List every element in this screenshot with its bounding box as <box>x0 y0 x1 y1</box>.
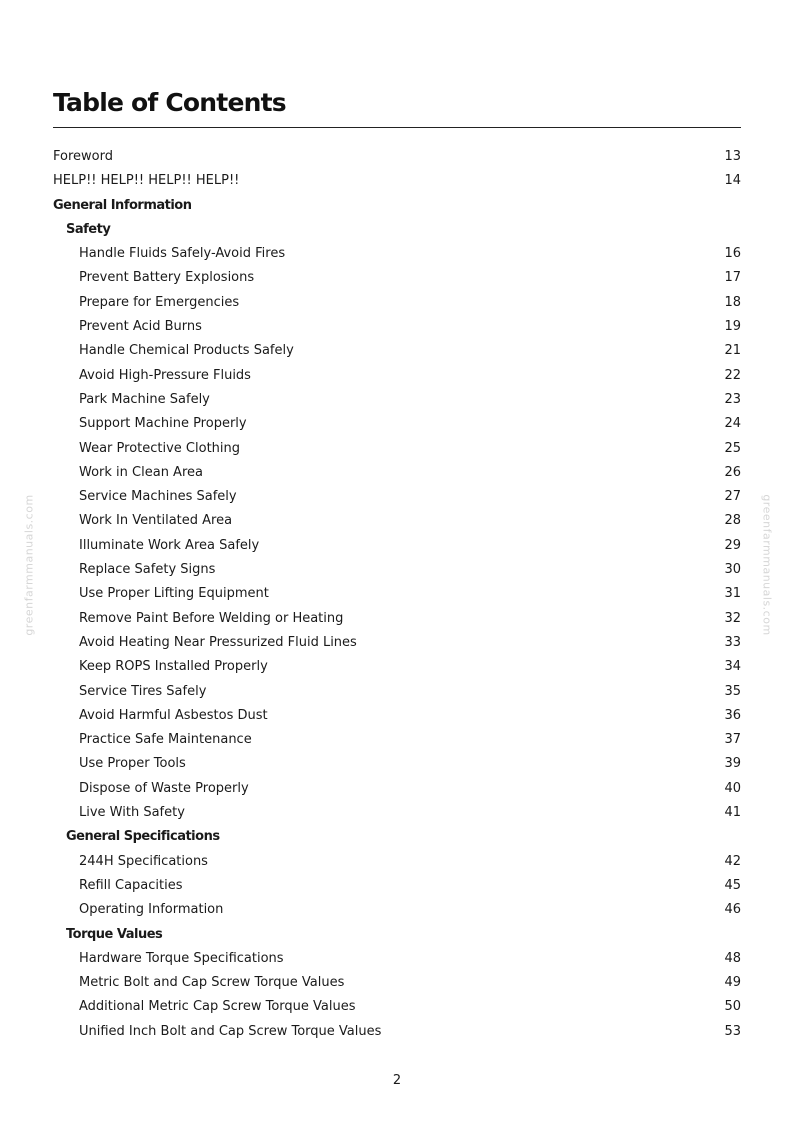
toc-page-number: 40 <box>724 780 741 796</box>
toc-entry-title: Replace Safety Signs <box>79 562 216 578</box>
toc-section-heading <box>53 825 741 849</box>
toc-page-number: 34 <box>724 659 741 675</box>
toc-entry-title: Additional Metric Cap Screw Torque Values <box>79 999 356 1015</box>
page-title: Table of Contents <box>53 88 286 117</box>
toc-page-number: 18 <box>724 294 741 310</box>
toc-entry-title: Dispose of Waste Properly <box>79 780 249 796</box>
toc-entry[interactable] <box>53 461 741 485</box>
toc-page-number: 37 <box>724 732 741 748</box>
toc-entry-title: Live With Safety <box>79 805 185 821</box>
toc-entry[interactable] <box>53 655 741 679</box>
toc-entry[interactable] <box>53 874 741 898</box>
toc-entry-title: Handle Fluids Safely-Avoid Fires <box>79 246 286 262</box>
toc-entry[interactable] <box>53 971 741 995</box>
toc-entry[interactable] <box>53 364 741 388</box>
toc-entry[interactable] <box>53 777 741 801</box>
toc-entry[interactable] <box>53 752 741 776</box>
toc-entry[interactable] <box>53 1020 741 1044</box>
toc-entry-title: Prepare for Emergencies <box>79 294 240 310</box>
toc-page-number: 31 <box>724 586 741 602</box>
toc-entry-title: General Specifications <box>66 829 220 845</box>
toc-entry-title: Remove Paint Before Welding or Heating <box>79 610 344 626</box>
toc-entry[interactable] <box>53 509 741 533</box>
toc-entry[interactable] <box>53 437 741 461</box>
toc-page-number: 41 <box>724 805 741 821</box>
toc-entry[interactable] <box>53 801 741 825</box>
toc-page-number: 35 <box>724 683 741 699</box>
toc-page-number: 25 <box>724 440 741 456</box>
toc-entry-title: Operating Information <box>79 902 224 918</box>
toc-entry-title: Use Proper Lifting Equipment <box>79 586 269 602</box>
toc-entry-title: Unified Inch Bolt and Cap Screw Torque Values <box>79 1023 382 1039</box>
toc-entry-title: 244H Specifications <box>79 853 208 869</box>
toc-entry-title: Avoid High-Pressure Fluids <box>79 367 251 383</box>
toc-entry-title: Metric Bolt and Cap Screw Torque Values <box>79 975 345 991</box>
toc-page-number: 30 <box>724 562 741 578</box>
toc-entry[interactable] <box>53 388 741 412</box>
toc-page-number: 46 <box>724 902 741 918</box>
toc-page-number: 19 <box>724 319 741 335</box>
toc-entry-title: Practice Safe Maintenance <box>79 732 252 748</box>
toc-entry[interactable] <box>53 485 741 509</box>
toc-page-number: 27 <box>724 489 741 505</box>
toc-entry-title: HELP!! HELP!! HELP!! HELP!! <box>53 173 240 189</box>
toc-entry-title: Support Machine Properly <box>79 416 247 432</box>
toc-entry[interactable] <box>53 145 741 169</box>
toc-entry[interactable] <box>53 534 741 558</box>
toc-entry-title: Prevent Battery Explosions <box>79 270 255 286</box>
toc-entry-title: Service Machines Safely <box>79 489 237 505</box>
toc-entry-title: Service Tires Safely <box>79 683 207 699</box>
toc-entry-title: Foreword <box>53 149 113 164</box>
toc-page-number: 21 <box>724 343 741 359</box>
toc-page-number: 22 <box>724 367 741 383</box>
toc-entry[interactable] <box>53 582 741 606</box>
toc-entry[interactable] <box>53 558 741 582</box>
toc-entry[interactable] <box>53 631 741 655</box>
toc-entry[interactable] <box>53 315 741 339</box>
toc-page-number: 13 <box>724 149 741 164</box>
toc-page-number: 42 <box>724 853 741 869</box>
toc-entry[interactable] <box>53 704 741 728</box>
toc-entry-title: Illuminate Work Area Safely <box>79 537 260 553</box>
toc-entry-title: Work In Ventilated Area <box>79 513 233 529</box>
toc-section-heading <box>53 923 741 947</box>
toc-page-number: 28 <box>724 513 741 529</box>
toc-page-number: 36 <box>724 707 741 723</box>
toc-entry[interactable] <box>53 898 741 922</box>
page-number: 2 <box>392 1073 402 1088</box>
toc-page-number: 39 <box>724 756 741 772</box>
watermark-left: greenfarmmanuals.com <box>22 494 36 636</box>
toc-entry-title: Refill Capacities <box>79 877 183 893</box>
toc-entry-title: Hardware Torque Specifications <box>79 950 284 966</box>
toc-section-heading <box>53 218 741 242</box>
table-of-contents <box>53 145 741 1044</box>
toc-page-number: 14 <box>724 173 741 189</box>
toc-entry-title: Prevent Acid Burns <box>79 319 202 335</box>
toc-entry-title: Park Machine Safely <box>79 391 210 407</box>
toc-page-number: 26 <box>724 464 741 480</box>
toc-entry-title: Avoid Harmful Asbestos Dust <box>79 707 268 723</box>
watermark-right: greenfarmmanuals.com <box>760 494 774 636</box>
toc-page-number: 23 <box>724 391 741 407</box>
toc-entry[interactable] <box>53 339 741 363</box>
toc-entry-title: Wear Protective Clothing <box>79 440 241 456</box>
toc-page-number: 48 <box>724 950 741 966</box>
toc-entry[interactable] <box>53 607 741 631</box>
toc-entry[interactable] <box>53 412 741 436</box>
toc-entry-title: General Information <box>53 197 192 213</box>
toc-page-number: 45 <box>724 877 741 893</box>
toc-entry[interactable] <box>53 169 741 193</box>
toc-entry-title: Keep ROPS Installed Properly <box>79 659 268 675</box>
toc-entry-title: Torque Values <box>66 926 163 942</box>
toc-page-number: 50 <box>724 999 741 1015</box>
toc-page-number: 33 <box>724 634 741 650</box>
toc-entry[interactable] <box>53 291 741 315</box>
toc-entry-title: Handle Chemical Products Safely <box>79 343 294 359</box>
title-divider <box>53 127 741 128</box>
toc-entry[interactable] <box>53 850 741 874</box>
toc-section-heading <box>53 194 741 218</box>
toc-entry-title: Use Proper Tools <box>79 756 186 772</box>
toc-entry[interactable] <box>53 242 741 266</box>
toc-entry-title: Safety <box>66 221 111 237</box>
toc-entry[interactable] <box>53 995 741 1019</box>
toc-entry[interactable] <box>53 947 741 971</box>
toc-page-number: 17 <box>724 270 741 286</box>
toc-page-number: 29 <box>724 537 741 553</box>
toc-entry[interactable] <box>53 728 741 752</box>
toc-entry-title: Avoid Heating Near Pressurized Fluid Lines <box>79 634 357 650</box>
toc-page-number: 49 <box>724 975 741 991</box>
toc-entry[interactable] <box>53 266 741 290</box>
toc-page-number: 16 <box>724 246 741 262</box>
toc-entry-title: Work in Clean Area <box>79 464 203 480</box>
toc-page-number: 32 <box>724 610 741 626</box>
toc-page-number: 24 <box>724 416 741 432</box>
toc-entry[interactable] <box>53 680 741 704</box>
toc-page-number: 53 <box>724 1023 741 1039</box>
